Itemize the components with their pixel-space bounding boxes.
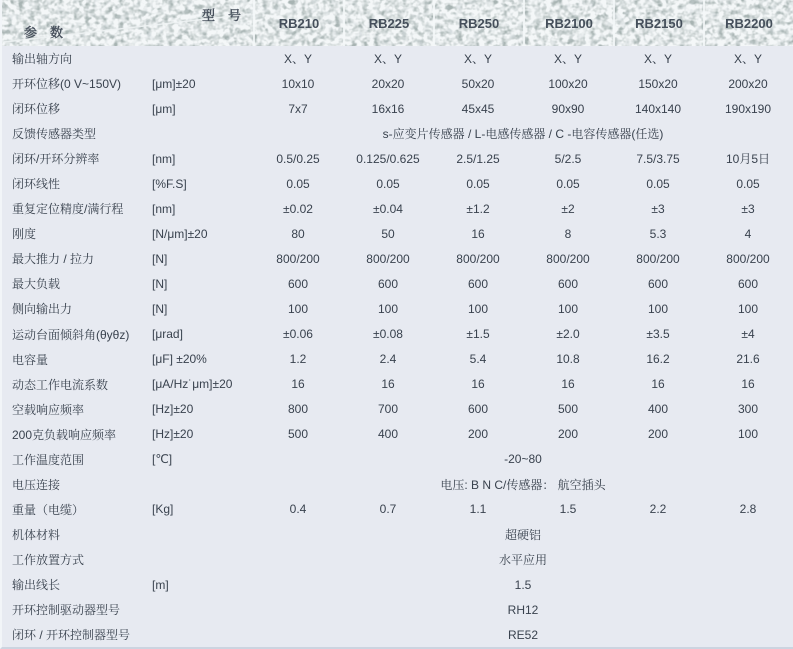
cell-value: 150x20 (638, 76, 678, 91)
cell-value: 16.2 (646, 352, 670, 367)
table-row (2, 121, 793, 146)
cell-value: X、Y (643, 52, 672, 67)
param-label: 最大负载 (12, 277, 61, 292)
span-value: -20~80 (504, 452, 542, 467)
cell-value: 21.6 (736, 352, 760, 367)
cell-value: 600 (647, 276, 669, 291)
param-label: 空载响应频率 (12, 402, 85, 417)
table-row (2, 71, 793, 96)
cell-value: 0.4 (289, 502, 307, 517)
cell-value: 1.5 (559, 502, 577, 517)
cell-value: 5.3 (649, 226, 667, 241)
table-row (2, 397, 793, 422)
param-label: 电压连接 (12, 477, 61, 492)
span-value: 水平应用 (498, 552, 547, 567)
cell-value: 0.05 (736, 176, 760, 191)
table-row (2, 221, 793, 246)
cell-value: 16 (651, 377, 665, 392)
cell-value: 90x90 (551, 101, 585, 116)
table-row (2, 146, 793, 171)
table-body (2, 46, 793, 647)
cell-value: ±0.02 (283, 201, 313, 216)
param-unit: [%F.S] (152, 176, 187, 191)
param-label: 侧向输出力 (12, 302, 73, 317)
table-row (2, 472, 793, 497)
param-unit: [nm] (152, 201, 176, 216)
cell-value: 100x20 (548, 76, 588, 91)
cell-value: 8 (564, 226, 572, 241)
cell-value: X、Y (373, 52, 402, 67)
cell-value: X、Y (463, 52, 492, 67)
cell-value: ±3.5 (646, 327, 670, 342)
param-unit: [N] (152, 251, 168, 266)
cell-value: 100 (647, 301, 669, 316)
param-label: 反馈传感器类型 (12, 127, 97, 142)
span-value: s-应变片传感器 / L-电感传感器 / C -电容传感器(任选) (382, 127, 664, 142)
param-label: 输出轴方向 (12, 52, 73, 67)
cell-value: 500 (287, 427, 309, 442)
header-corner-param-label: 参 数 (24, 25, 64, 40)
param-label: 开环控制驱动器型号 (12, 603, 121, 618)
table-row (2, 447, 793, 472)
model-header-cell: RB2100 (523, 0, 613, 46)
span-value: 超硬铝 (504, 527, 541, 542)
table-row (2, 597, 793, 622)
cell-value: ±1.5 (466, 327, 490, 342)
table-row (2, 547, 793, 572)
cell-value: 600 (287, 276, 309, 291)
cell-value: 500 (557, 402, 579, 417)
param-unit: [N/μm]±20 (152, 226, 208, 241)
table-row (2, 322, 793, 347)
cell-value: 800/200 (726, 251, 770, 266)
param-unit: [℃] (152, 452, 173, 467)
param-label: 闭环位移 (12, 102, 61, 117)
cell-value: 100 (737, 301, 759, 316)
table-row (2, 246, 793, 271)
header-corner (2, 0, 253, 46)
param-unit: [nm] (152, 151, 176, 166)
cell-value: ±0.04 (373, 201, 403, 216)
cell-value: 2.4 (379, 352, 397, 367)
param-label: 电容量 (12, 352, 49, 367)
cell-value: 10月5日 (725, 152, 771, 167)
span-value: 电压: B N C/传感器： 航空插头 (440, 477, 606, 492)
cell-value: 200 (467, 427, 489, 442)
cell-value: ±3 (651, 201, 665, 216)
table-row (2, 171, 793, 196)
cell-value: ±2 (561, 201, 575, 216)
param-label: 闭环线性 (12, 177, 61, 192)
table-row (2, 271, 793, 296)
cell-value: 800 (287, 402, 309, 417)
table-row (2, 572, 793, 597)
param-unit: [Hz]±20 (152, 427, 194, 442)
param-unit: [m] (152, 577, 169, 592)
param-label: 动态工作电流系数 (12, 377, 109, 392)
cell-value: ±0.08 (373, 327, 403, 342)
cell-value: 200 (557, 427, 579, 442)
cell-value: 100 (737, 427, 759, 442)
cell-value: 10.8 (556, 352, 580, 367)
table-row (2, 622, 793, 647)
cell-value: 45x45 (461, 101, 495, 116)
cell-value: 20x20 (371, 76, 405, 91)
cell-value: X、Y (283, 52, 312, 67)
cell-value: 50 (381, 226, 395, 241)
cell-value: 0.05 (286, 176, 310, 191)
cell-value: 0.7 (379, 502, 397, 517)
cell-value: 800/200 (276, 251, 320, 266)
param-label: 闭环 / 开环控制器型号 (12, 628, 131, 643)
model-header-row (253, 0, 793, 46)
cell-value: 16 (291, 377, 305, 392)
param-label: 工作温度范围 (12, 452, 85, 467)
cell-value: 1.2 (289, 352, 307, 367)
cell-value: 190x190 (724, 101, 772, 116)
param-label: 运动台面倾斜角(θyθz) (12, 327, 130, 342)
table-row (2, 497, 793, 522)
cell-value: 800/200 (456, 251, 500, 266)
param-label: 工作放置方式 (12, 552, 85, 567)
cell-value: 100 (287, 301, 309, 316)
param-unit: [μF] ±20% (152, 352, 207, 367)
cell-value: 600 (467, 276, 489, 291)
param-unit: [μm] (152, 101, 176, 116)
table-row (2, 522, 793, 547)
table-row (2, 422, 793, 447)
cell-value: 2.8 (739, 502, 757, 517)
cell-value: 1.1 (469, 502, 487, 517)
cell-value: 200x20 (728, 76, 768, 91)
param-label: 开环位移(0 V~150V) (12, 77, 122, 92)
cell-value: 800/200 (366, 251, 410, 266)
table-row (2, 372, 793, 397)
cell-value: 16 (741, 377, 755, 392)
cell-value: 0.05 (466, 176, 490, 191)
cell-value: 100 (377, 301, 399, 316)
param-unit: [N] (152, 276, 168, 291)
cell-value: 0.05 (646, 176, 670, 191)
param-unit: [N] (152, 301, 168, 316)
cell-value: 0.5/0.25 (276, 151, 320, 166)
cell-value: 80 (291, 226, 305, 241)
cell-value: 300 (737, 402, 759, 417)
param-label: 机体材料 (12, 527, 61, 542)
cell-value: 16 (471, 226, 485, 241)
cell-value: X、Y (553, 52, 582, 67)
cell-value: 600 (737, 276, 759, 291)
cell-value: 10x10 (281, 76, 315, 91)
param-unit: [μA/Hz˙μm]±20 (152, 377, 233, 392)
cell-value: 0.05 (556, 176, 580, 191)
cell-value: 16 (561, 377, 575, 392)
model-header-cell: RB225 (343, 0, 433, 46)
param-label: 刚度 (12, 227, 37, 242)
cell-value: ±0.06 (283, 327, 313, 342)
cell-value: 600 (557, 276, 579, 291)
cell-value: 140x140 (634, 101, 682, 116)
table-row (2, 296, 793, 321)
cell-value: 0.05 (376, 176, 400, 191)
cell-value: 700 (377, 402, 399, 417)
cell-value: 600 (467, 402, 489, 417)
cell-value: 400 (377, 427, 399, 442)
span-value: 1.5 (514, 577, 532, 592)
param-label: 重复定位精度/满行程 (12, 202, 124, 217)
cell-value: 0.125/0.625 (356, 151, 420, 166)
param-label: 闭环/开环分辨率 (12, 152, 100, 167)
cell-value: 200 (647, 427, 669, 442)
model-header-cell: RB210 (253, 0, 343, 46)
cell-value: 600 (377, 276, 399, 291)
cell-value: 4 (744, 226, 752, 241)
param-label: 输出线长 (12, 578, 61, 592)
model-header-cell: RB2200 (703, 0, 793, 46)
table-row (2, 196, 793, 221)
param-label: 200克负载响应频率 (12, 427, 117, 442)
cell-value: 2.5/1.25 (456, 151, 500, 166)
cell-value: 7x7 (288, 101, 308, 116)
cell-value: 50x20 (461, 76, 495, 91)
cell-value: 800/200 (636, 251, 680, 266)
cell-value: 16 (381, 377, 395, 392)
table-row (2, 347, 793, 372)
cell-value: 100 (467, 301, 489, 316)
cell-value: 7.5/3.75 (636, 151, 680, 166)
cell-value: 2.2 (649, 502, 667, 517)
cell-value: ±4 (741, 327, 755, 342)
cell-value: 16x16 (371, 101, 405, 116)
model-header-cell: RB250 (433, 0, 523, 46)
cell-value: ±2.0 (556, 327, 580, 342)
model-header-cell: RB2150 (613, 0, 703, 46)
table-row (2, 46, 793, 71)
cell-value: ±1.2 (466, 201, 490, 216)
header-corner-model-label: 型 号 (201, 8, 241, 23)
cell-value: 400 (647, 402, 669, 417)
param-unit: [Kg] (152, 502, 174, 517)
table-header (2, 0, 793, 46)
param-label: 重量（电缆） (12, 502, 85, 517)
param-unit: [Hz]±20 (152, 402, 194, 417)
cell-value: 5.4 (469, 352, 487, 367)
span-value: RE52 (507, 627, 539, 642)
cell-value: ±3 (741, 201, 755, 216)
span-value: RH12 (507, 602, 539, 617)
cell-value: 16 (471, 377, 485, 392)
param-unit: [μm]±20 (152, 76, 196, 91)
cell-value: 800/200 (546, 251, 590, 266)
param-unit: [μrad] (152, 327, 183, 342)
cell-value: 5/2.5 (554, 151, 582, 166)
cell-value: X、Y (733, 52, 762, 67)
table-row (2, 96, 793, 121)
cell-value: 100 (557, 301, 579, 316)
param-label: 最大推力 / 拉力 (12, 252, 95, 267)
